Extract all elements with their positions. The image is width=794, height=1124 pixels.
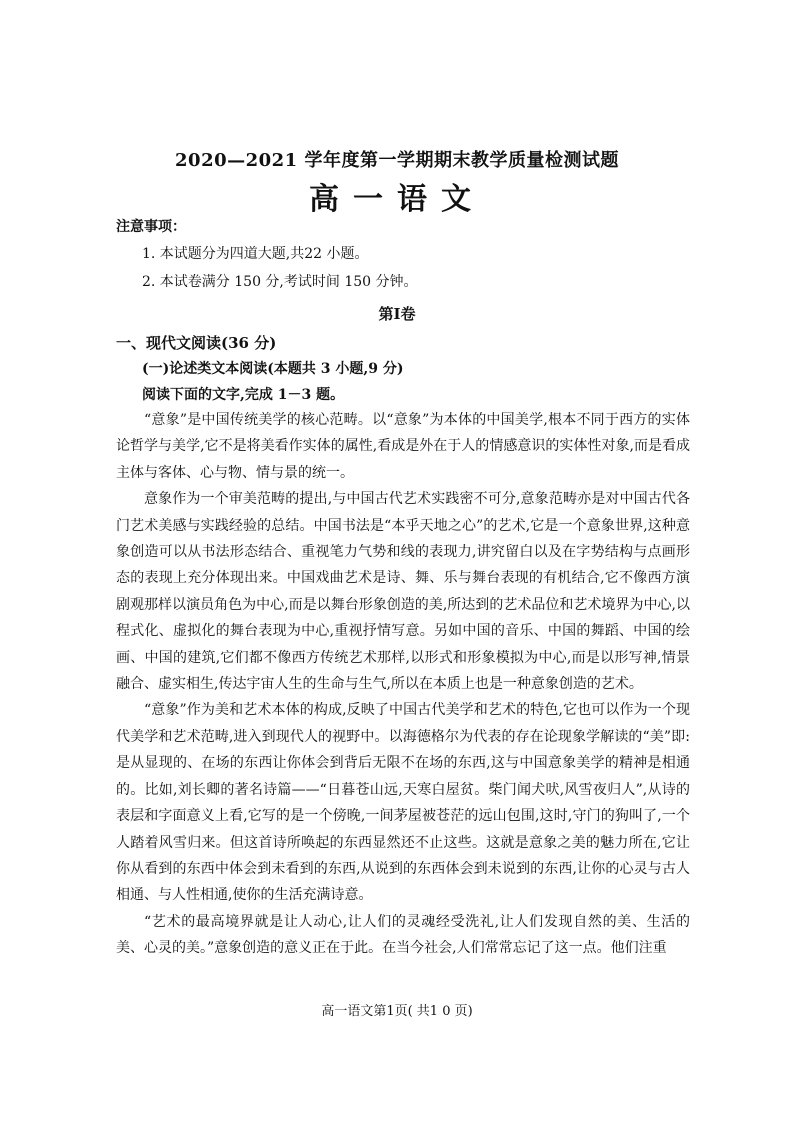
- passage-paragraph: 意象作为一个审美范畴的提出,与中国古代艺术实践密不可分,意象范畴亦是对中国古代各门艺术美感与实践经验的总结。中国书法是“本乎天地之心”的艺术,它是一个意象世界,这种意象创造可以从书法形态结合、重视笔力气势和线的表现力,讲究留白以及在字势结构与点画形态的表现上充分体现出来。中国戏曲艺术是诗、舞、乐与舞台表现的有机结合,它不像西方演剧观那样以演员角色为中心,而是以舞台形象创造的美,所达到的艺术品位和艺术境界为中心,以程式化、虚拟化的舞台表现为中心,重视抒情写意。另如中国的音乐、中国的舞蹈、中国的绘画、中国的建筑,它们都不像西方传统艺术那样,以形式和形象模拟为中心,而是以形写神,情景融合、虚实相生,传达宇宙人生的生命与生气,所以在本质上也是一种意象创造的艺术。: [116, 491, 690, 693]
- section-heading: 一、现代文阅读(36 分): [116, 334, 277, 352]
- exam-header-title: 2020—2021 学年度第一学期期末教学质量检测试题: [175, 150, 619, 171]
- notes-heading: 注意事项：: [116, 219, 186, 235]
- reading-passage: [116, 407, 690, 962]
- note-item: 2. 本试卷满分 150 分,考试时间 150 分钟。: [142, 274, 418, 290]
- subject-title: 高一语文: [309, 182, 485, 217]
- volume-heading: 第Ⅰ卷: [378, 305, 416, 323]
- passage-paragraph: “意象”作为美和艺术本体的构成,反映了中国古代美学和艺术的特色,它也可以作为一个现代美学和艺术范畴,进入到现代人的视野中。以海德格尔为代表的存在论现象学解读的“美”即:是从显现的、在场的东西让你体会到背后无限不在场的东西,这与中国意象美学的精神是相通的。比如,刘长卿的著名诗篇——“日暮苍山远,天寒白屋贫。柴门闻犬吠,风雪夜归人”,从诗的表层和字面意义上看,它写的是一个傍晚,一间茅屋被苍茫的远山包围,这时,守门的狗叫了,一个人踏着风雪归来。但这首诗所唤起的东西显然还不止这些。这就是意象之美的魅力所在,它让你从看到的东西中体会到未看到的东西,从说到的东西体会到未说到的东西,让你的心灵与古人相通、与人性相通,使你的生活充满诗意。: [116, 702, 690, 904]
- page-footer: 高一语文第1页( 共1 0 页): [321, 1004, 473, 1019]
- subsection-heading: (一)论述类文本阅读(本题共 3 小题,9 分): [142, 361, 404, 377]
- passage-paragraph: “艺术的最高境界就是让人动心,让人们的灵魂经受洗礼,让人们发现自然的美、生活的美、心灵的美。”意象创造的意义正在于此。在当今社会,人们常常忘记了这一点。他们注重: [116, 913, 690, 957]
- reading-instruction: 阅读下面的文字,完成 1－3 题。: [142, 387, 345, 403]
- note-item: 1. 本试题分为四道大题,共22 小题。: [142, 246, 369, 262]
- passage-paragraph: “意象”是中国传统美学的核心范畴。以“意象”为本体的中国美学,根本不同于西方的实体论哲学与美学,它不是将美看作实体的属性,看成是外在于人的情感意识的实体性对象,而是看成主体与客体、心与物、情与景的统一。: [116, 412, 690, 481]
